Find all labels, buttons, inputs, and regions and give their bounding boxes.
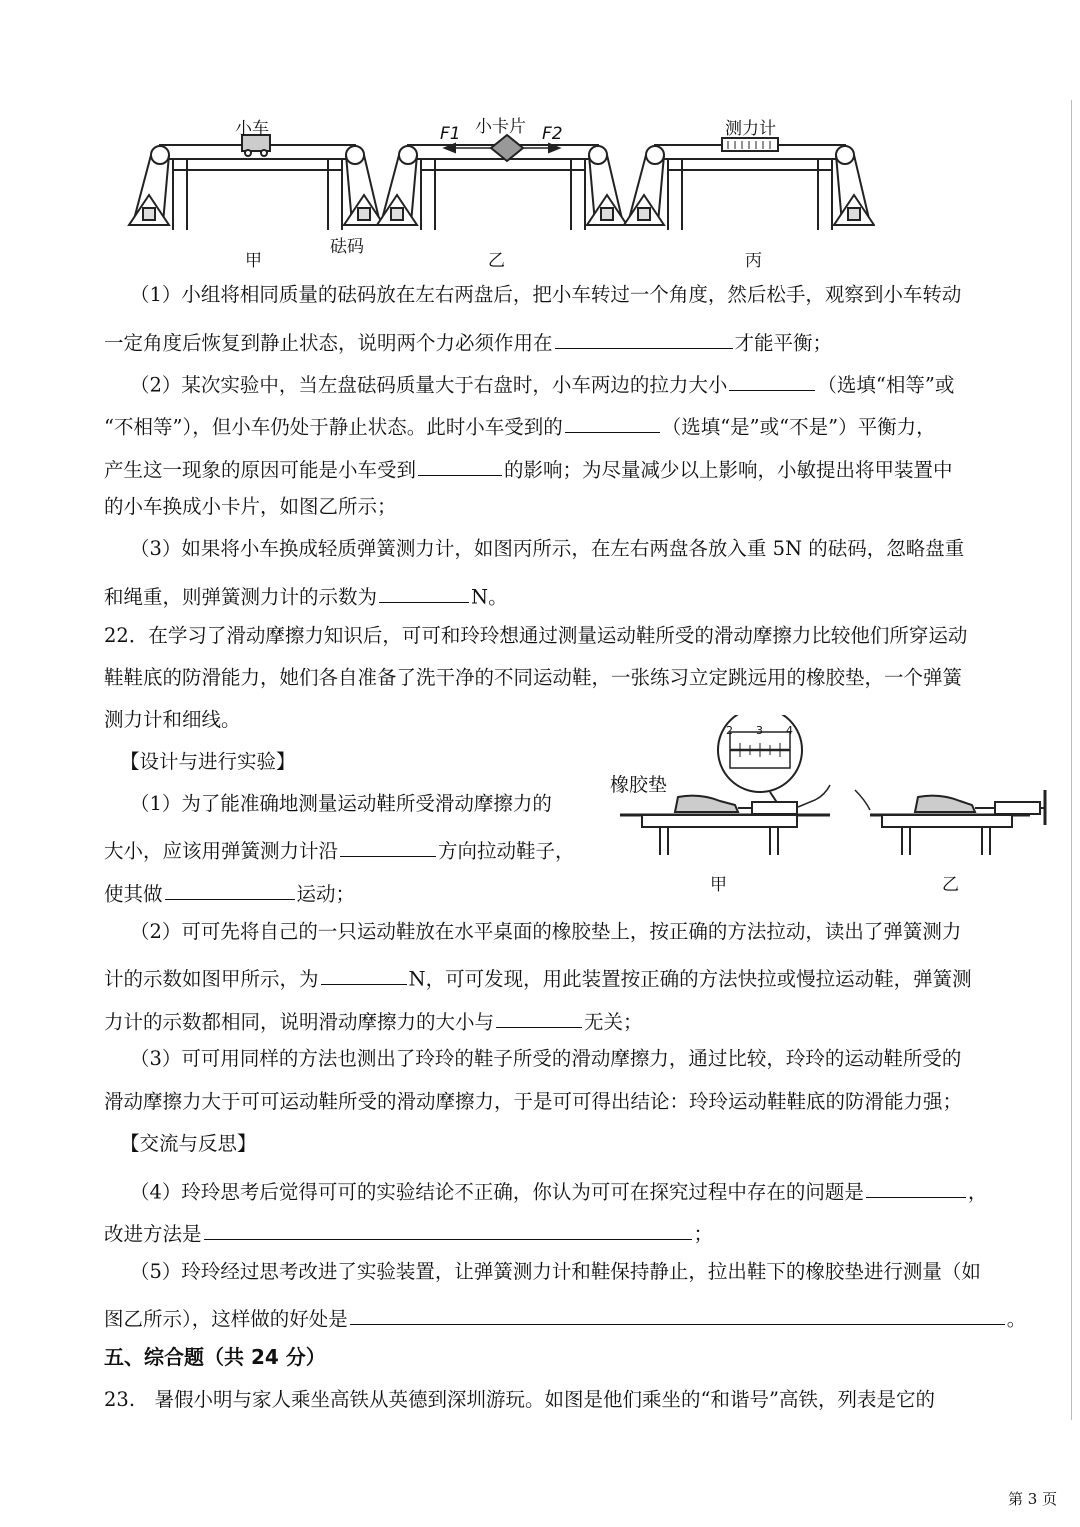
scale-num-mid: 3 xyxy=(756,724,763,737)
q22-p5-line1: （5）玲玲经过思考改进了实验装置，让弹簧测力计和鞋保持静止，拉出鞋下的橡胶垫进行测量（如 xyxy=(130,1260,981,1283)
label-weights: 砝码 xyxy=(330,237,364,257)
q22-p3-line2: 滑动摩擦力大于可可运动鞋所受的滑动摩擦力，于是可可得出结论：玲玲运动鞋鞋底的防滑能力强； xyxy=(104,1090,963,1113)
setup-bing xyxy=(624,138,874,230)
q22-p1-line2: 大小，应该用弹簧测力计沿 方向拉动鞋子， xyxy=(104,836,575,861)
answer-blank[interactable] xyxy=(350,1304,1005,1325)
label-meter: 测力计 xyxy=(725,119,776,139)
answer-blank[interactable] xyxy=(379,582,469,603)
answer-blank[interactable] xyxy=(340,836,436,857)
q21-p3-line1: （3）如果将小车换成轻质弹簧测力计，如图丙所示，在左右两盘各放入重 5N 的砝码，忽略盘重 xyxy=(130,537,965,560)
label-fig-jia: 甲 xyxy=(710,875,727,895)
section5-heading: 五、综合题（共 24 分） xyxy=(104,1345,326,1369)
reflect-heading: 【交流与反思】 xyxy=(120,1132,257,1155)
q21-p1-line1: （1）小组将相同质量的砝码放在左右两盘后，把小车转过一个角度，然后松手，观察到小车转动 xyxy=(130,283,962,306)
label-f1: F1 xyxy=(440,124,461,144)
scale-num-top: 2 xyxy=(726,724,733,737)
setup-jia xyxy=(129,135,384,230)
margin-rule xyxy=(1071,100,1072,1420)
answer-blank[interactable] xyxy=(565,412,660,433)
page-number: 第 3 页 xyxy=(1008,1490,1058,1508)
q22-p4-line2: 改进方法是 ； xyxy=(104,1219,713,1244)
q22-p5-line2: 图乙所示），这样做的好处是 。 xyxy=(104,1304,1026,1329)
label-fig-yi: 乙 xyxy=(942,875,959,895)
setup-yi xyxy=(377,135,627,230)
q23-line1: 23. 暑假小明与家人乘坐高铁从英德到深圳游玩。如图是他们乘坐的“和谐号”高铁，列表是它的 xyxy=(104,1388,935,1411)
answer-blank[interactable] xyxy=(418,455,502,476)
label-bing: 丙 xyxy=(745,251,762,271)
q22-p2-line2: 计的示数如图甲所示，为 N，可可发现，用此装置按正确的方法快拉或慢拉运动鞋，弹簧测 xyxy=(104,964,972,989)
q21-p2-line2: “不相等”），但小车仍处于静止状态。此时小车受到的 （选填“是”或“不是”）平衡力， xyxy=(104,412,936,437)
q22-p1-line1: （1）为了能准确地测量运动鞋所受滑动摩擦力的 xyxy=(130,792,552,815)
q22-line1: 22．在学习了滑动摩擦力知识后，可可和玲玲想通过测量运动鞋所受的滑动摩擦力比较他们所穿运动 xyxy=(104,624,968,647)
answer-blank[interactable] xyxy=(555,328,733,349)
label-jia: 甲 xyxy=(245,251,262,271)
answer-blank[interactable] xyxy=(204,1219,692,1240)
answer-blank[interactable] xyxy=(866,1177,966,1198)
answer-blank[interactable] xyxy=(321,964,407,985)
q21-p2-line4: 的小车换成小卡片，如图乙所示； xyxy=(104,495,397,518)
design-heading: 【设计与进行实验】 xyxy=(120,750,296,773)
q22-p3-line1: （3）可可用同样的方法也测出了玲玲的鞋子所受的滑动摩擦力，通过比较，玲玲的运动鞋所受的 xyxy=(130,1047,962,1070)
q21-p1-line2: 一定角度后恢复到静止状态，说明两个力必须作用在 才能平衡； xyxy=(104,328,832,353)
answer-blank[interactable] xyxy=(165,879,295,900)
q22-line2: 鞋鞋底的防滑能力，她们各自准备了洗干净的不同运动鞋，一张练习立定跳远用的橡胶垫，一个弹簧 xyxy=(104,666,963,689)
figure-friction xyxy=(620,715,1055,865)
q22-p2-line1: （2）可可先将自己的一只运动鞋放在水平桌面的橡胶垫上，按正确的方法拉动，读出了弹簧测力 xyxy=(130,920,962,943)
q21-p2-line1: （2）某次实验中，当左盘砝码质量大于右盘时，小车两边的拉力大小 （选填“相等”或 xyxy=(130,370,954,395)
q22-p2-line3: 力计的示数都相同，说明滑动摩擦力的大小与 无关； xyxy=(104,1007,643,1032)
q22-line3: 测力计和细线。 xyxy=(104,708,241,731)
label-rubber-mat: 橡胶垫 xyxy=(610,774,668,796)
q21-p2-line3: 产生这一现象的原因可能是小车受到 的影响；为尽量减少以上影响，小敏提出将甲装置中 xyxy=(104,455,953,480)
scale-num-right: 4 xyxy=(786,724,793,737)
label-yi: 乙 xyxy=(488,251,505,271)
label-card: 小卡片 xyxy=(475,117,526,137)
label-cart: 小车 xyxy=(235,119,269,139)
q22-p1-line3: 使其做 运动； xyxy=(104,879,355,904)
q21-p3-line2: 和绳重，则弹簧测力计的示数为 N。 xyxy=(104,582,508,607)
answer-blank[interactable] xyxy=(729,370,815,391)
q22-p4-line1: （4）玲玲思考后觉得可可的实验结论不正确，你认为可可在探究过程中存在的问题是 ， xyxy=(130,1177,987,1202)
answer-blank[interactable] xyxy=(496,1007,582,1028)
label-f2: F2 xyxy=(542,124,563,144)
